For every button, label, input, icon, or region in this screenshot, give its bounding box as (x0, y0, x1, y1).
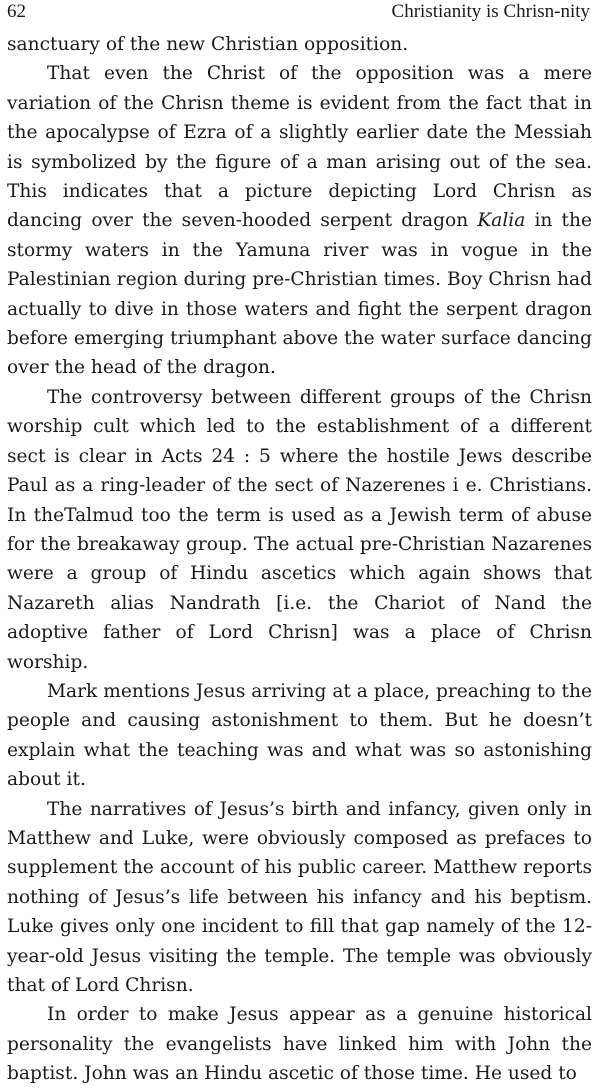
paragraph-text: in the stormy waters in the Yamuna river was in vogue in the Palestinian region during pre-Christian times. Boy Chrisn had actually to dive in those waters and fight the serpent dragon before emerging triumphant above the water surface dancing over the head of the dragon. (7, 210, 592, 379)
running-title: Christianity is Chrisn-nity (391, 1, 590, 22)
page-header (7, 0, 592, 30)
paragraph-controversy: The controversy between different groups of the Chrisn worship cult which led to the establishment of a different sect is clear in Acts 24 : 5 where the hostile Jews describe Paul as a ring-leader of the sect of Nazerenes i e. Christians. In theTalmud too the term is used as a Jewish term of abuse for the breakaway group. The actual pre-Christian Nazarenes were a group of Hindu ascetics which again shows that Nazareth alias Nandrath [i.e. the Chariot of Nand the adoptive father of Lord Chrisn] was a place of Chrisn worship. (7, 386, 592, 673)
paragraph-messiah-symbolism (7, 59, 592, 382)
paragraph-continuation: sanctuary of the new Christian opposition. (7, 34, 409, 55)
italic-term-kalia: Kalia (477, 210, 526, 232)
paragraph-mark: Mark mentions Jesus arriving at a place, preaching to the people and causing astonishment to them. But he doesn’t explain what the teaching was and what was so astonishing about it. (7, 680, 592, 791)
page-number: 62 (7, 1, 26, 22)
body-text (7, 30, 592, 1089)
paragraph-birth-narratives: The narratives of Jesus’s birth and infancy, given only in Matthew and Luke, were obviously composed as prefaces to supplement the account of his public career. Matthew reports nothing of Jesus’s life between his infancy and his beptism. Luke gives only one incident to fill that gap namely of the 12- year-old Jesus visiting the temple. The temple was obviously that of Lord Chrisn. (7, 798, 592, 996)
paragraph-text: That even the Christ of the opposition was a mere variation of the Chrisn theme is evident from the fact that in the apocalypse of Ezra of a slightly earlier date the Messiah is symbolized by the figure of a man arising out of the sea. This indicates that a picture depicting Lord Chrisn as dancing over the seven-hooded serpent dragon (7, 63, 592, 232)
paragraph-john-baptist: In order to make Jesus appear as a genuine historical personality the evangelists have linked him with John the baptist. John was an Hindu ascetic of those time. He used to (7, 1004, 592, 1085)
